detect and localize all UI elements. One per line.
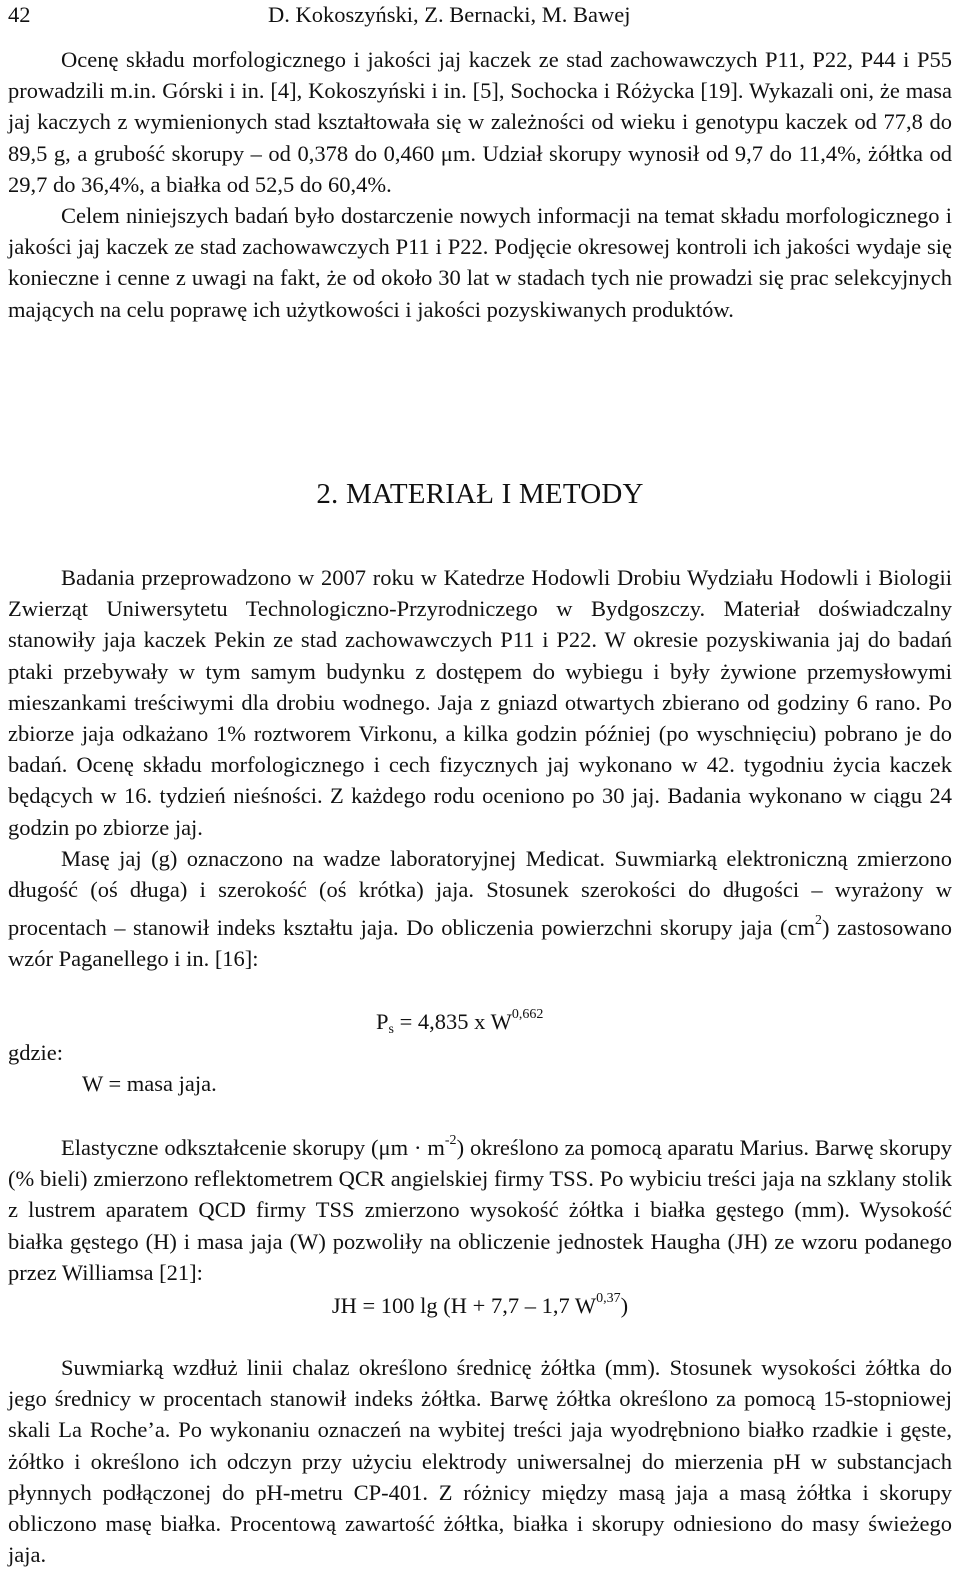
intro-paragraph-1: Ocenę składu morfologicznego i jakości jaj kaczek ze stad zachowawczych P11, P22, P44 i P55 prowadzili m.in. Górski i in. [4], Kokoszyński i in. [5], Sochocka i Różycka [19]. Wykazali oni, że masa jaj kaczych z wymienionych stad kształtowała się w zależności od wieku i genotypu kaczek od 77,8 do 89,5 g, a grubość skorupy – od 0,378 do 0,460 μm. Udział skorupy wynosił od 9,7 do 11,4%, żółtka od 29,7 do 36,4%, a białka od 52,5 do 60,4%. <box>8 47 952 197</box>
methods-paragraph-2 <box>8 843 952 975</box>
elasticity-text-end: ) określono za pomocą aparatu Marius. Barwę skorupy (% bieli) zmierzono reflektometrem QCR angielskiej firmy TSS. Po wybiciu treści jaja na szklany stolik z lustrem aparatem QCD firmy TSS zmierzono wysokość żółtka i białka gęstego (mm). Wysokość białka gęstego (H) i masa jaja (W) pozwoliły na obliczenie jednostek Haugha (JH) ze wzoru podanego przez Williamsa [21]: <box>8 1135 952 1285</box>
formula-haugh-text: JH = 100 lg (H + 7,7 – 1,7 W <box>331 1293 597 1318</box>
page-number: 42 <box>8 2 31 27</box>
methods-paragraph-1: Badania przeprowadzono w 2007 roku w Katedrze Hodowli Drobiu Wydziału Hodowli i Biologii Zwierząt Uniwersytetu Technologiczno-Przyrodniczego w Bydgoszczy. Materiał doświadczalny stanowiły jaja kaczek Pekin ze stad zachowawczych P11 i P22. W okresie pozyskiwania jaj do badań ptaki przebywały w tym samym budynku z dostępem do wybiegu i były żywione przemysłowymi mieszankami treściwymi dla drobiu wodnego. Jaja z gniazd otwartych zbierano od godziny 6 rano. Po zbiorze jaja odkażano 1% roztworem Virkonu, a kilka godzin później (po wyschnięciu) pobrano je do badań. Ocenę składu morfologicznego i cech fizycznych jaj wykonano w 42. tygodniu życia kaczek będących w 16. tydzień nieśności. Z każdego rodu oceniono po 30 jaj. Badania wykonano w ciągu 24 godzin po zbiorze jaj. <box>8 565 952 840</box>
methods-section <box>8 562 952 975</box>
superscript: 2 <box>815 913 822 929</box>
intro-paragraph-2: Celem niniejszych badań było dostarczenie nowych informacji na temat składu morfologicznego i jakości jaj kaczek ze stad zachowawczych P11 i P22. Podjęcie okresowej kontroli ich jakości wydaje się konieczne i cenne z uwagi na fakt, że od około 30 lat w stadach tych nie prowadzi się prac selekcyjnych mających na celu poprawę ich użytkowości i jakości pozyskiwanych produktów. <box>8 203 952 322</box>
page-header <box>8 2 952 32</box>
formula-rhs: = 4,835 x W <box>393 1009 512 1034</box>
intro-section <box>8 44 952 325</box>
formula-haugh-units <box>0 1291 960 1319</box>
methods-paragraph-2-end: ) zastosowano wzór Paganellego i in. [16]: <box>8 915 952 972</box>
formula-shell-surface <box>376 1007 543 1038</box>
formula-haugh-exponent: 0,37 <box>596 1291 621 1306</box>
running-head: D. Kokoszyński, Z. Bernacki, M. Bawej <box>268 2 631 27</box>
formula-subscript: s <box>388 1022 394 1037</box>
where-label: gdzie: <box>8 1040 63 1065</box>
formula-lhs: P <box>376 1009 389 1034</box>
final-paragraph: Suwmiarką wzdłuż linii chalaz określono średnicę żółtka (mm). Stosunek wysokości żółtka do jego średnicy w procentach stanowił indeks żółtka. Barwę żółtka określono za pomocą 15-stopniowej skali La Roche’a. Po wykonaniu oznaczeń na wybitej treści jaja wyodrębniono białko rzadkie i gęste, żółtko i określono ich odczyn przy użyciu elektrody uniwersalnej do mierzenia pH w substancjach płynnych podłączonej do pH-metru CP-401. Z różnicy między masą jaja a masą żółtka i skorupy obliczono masę białka. Procentową zawartość żółtka, białka i skorupy odniesiono do masy świeżego jaja. <box>8 1355 952 1568</box>
methods-paragraph-2-text: Masę jaj (g) oznaczono na wadze laboratoryjnej Medicat. Suwmiarką elektroniczną zmierzono długość (oś długa) i szerokość (oś krótka) jaja. Stosunek szerokości do długości – wyrażony w procentach – stanowił indeks kształtu jaja. Do obliczenia powierzchni skorupy jaja (cm <box>8 845 952 941</box>
variable-definition: W = masa jaja. <box>82 1071 217 1096</box>
elasticity-paragraph <box>8 1125 952 1288</box>
section-heading: 2. MATERIAŁ I METODY <box>316 478 644 510</box>
formula-haugh-close: ) <box>620 1293 629 1318</box>
superscript: -2 <box>444 1133 457 1148</box>
final-section <box>8 1352 952 1570</box>
elasticity-text: Elastyczne odkształcenie skorupy (μm · m <box>61 1135 445 1160</box>
elasticity-section <box>8 1125 952 1288</box>
formula-exponent: 0,662 <box>511 1007 544 1022</box>
